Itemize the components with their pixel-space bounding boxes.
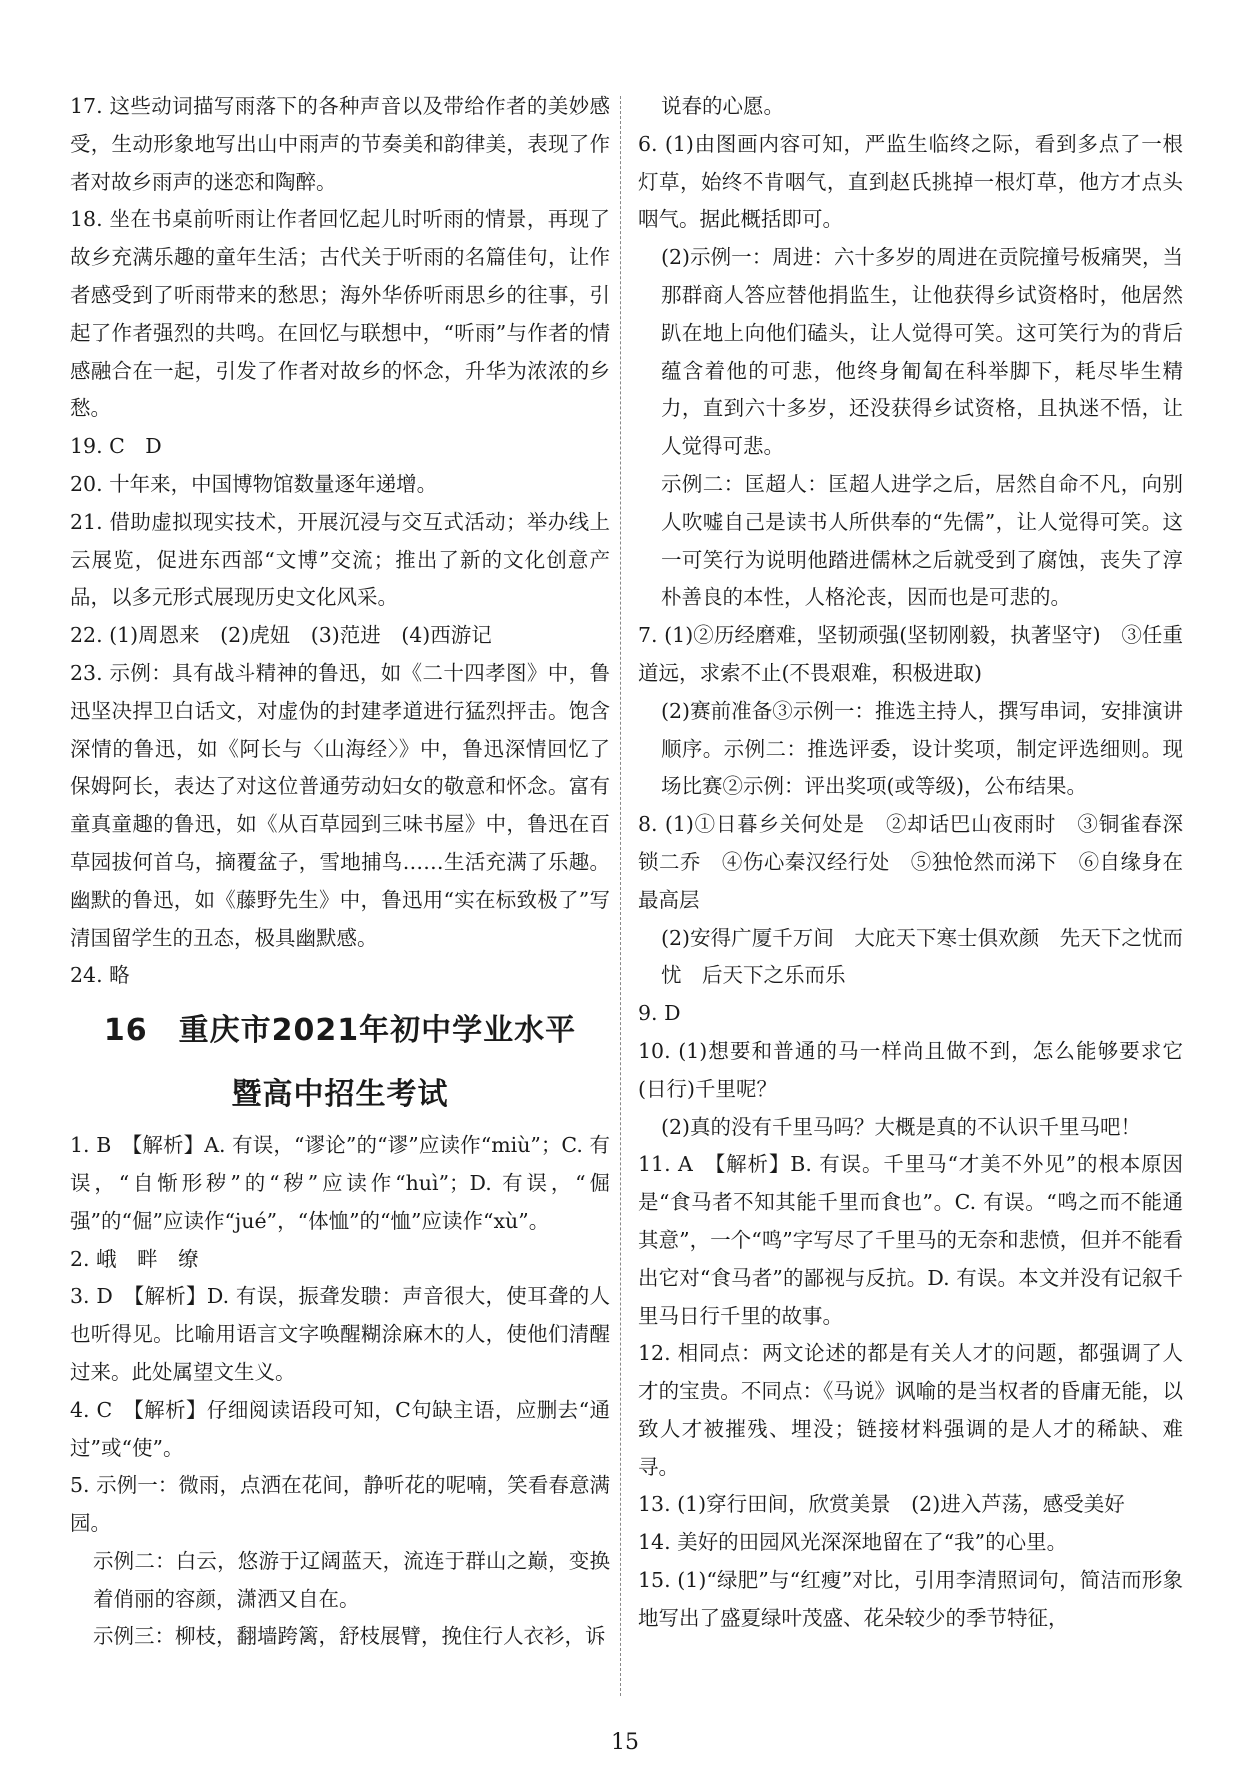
exam-answer-10: 10. (1)想要和普通的马一样尚且做不到，怎么能够要求它(日行)千里呢？ <box>638 1038 1183 1101</box>
exam-answer-10-part2: (2)真的没有千里马吗？大概是真的不认识千里马吧！ <box>661 1114 1142 1139</box>
exam-answer-6-part2: (2)示例一：周进：六十多岁的周进在贡院撞号板痛哭，当那群商人答应替他捐监生，让他获得乡试资格时，他居然趴在地上向他们磕头，让人觉得可笑。这可笑行为的背后蕴含着他的可悲，他终身匍匐在科举脚下，耗尽毕生精力，直到六十多岁，还没获得乡试资格，且执迷不悟，让人觉得可悲。 <box>661 245 1183 459</box>
exam-answer-9: 9. D <box>638 1001 681 1026</box>
exam-answer-7-part2: (2)赛前准备③示例一：推选主持人，撰写串词，安排演讲顺序。示例二：推选评委，设计奖项，制定评选细则。现场比赛②示例：评出奖项(或等级)，公布结果。 <box>661 698 1183 799</box>
exam-answer-4: 4. C 【解析】仔细阅读语段可知，C句缺主语，应删去“通过”或“使”。 <box>70 1397 610 1460</box>
exam-answer-15: 15. (1)“绿肥”与“红瘦”对比，引用李清照词句，简洁而形象地写出了盛夏绿叶茂盛、花朵较少的季节特征， <box>638 1568 1183 1630</box>
section-title-line1: 16 重庆市2021年初中学业水平 <box>103 1013 577 1049</box>
answer-24: 24. 略 <box>70 963 130 988</box>
exam-answer-7: 7. (1)②历经磨难，坚韧顽强(坚韧刚毅，执著坚守) ③任重道远，求索不止(不畏艰难，积极进取) <box>638 623 1183 685</box>
right-column <box>638 88 1183 1638</box>
exam-answer-2: 2. 峨 畔 缭 <box>70 1246 199 1271</box>
exam-answer-5-example-2: 示例二：白云，悠游于辽阔蓝天，流连于群山之巅，变换着俏丽的容颜，潇洒又自在。 <box>93 1548 610 1611</box>
answer-18: 18. 坐在书桌前听雨让作者回忆起儿时听雨的情景，再现了故乡充满乐趣的童年生活；古代关于听雨的名篇佳句，让作者感受到了听雨带来的愁思；海外华侨听雨思乡的往事，引起了作者强烈的共鸣。在回忆与联想中，“听雨”与作者的情感融合在一起，引发了作者对故乡的怀念，升华为浓浓的乡愁。 <box>70 207 610 421</box>
exam-answer-3: 3. D 【解析】D. 有误，振聋发聩：声音很大，使耳聋的人也听得见。比喻用语言文字唤醒糊涂麻木的人，使他们清醒过来。此处属望文生义。 <box>70 1284 610 1384</box>
exam-answer-8: 8. (1)①日暮乡关何处是 ②却话巴山夜雨时 ③铜雀春深锁二乔 ④伤心秦汉经行处 ⑤独怆然而涕下 ⑥自缘身在最高层 <box>638 812 1183 912</box>
answer-23: 23. 示例：具有战斗精神的鲁迅，如《二十四孝图》中，鲁迅坚决捍卫白话文，对虚伪的封建孝道进行猛烈抨击。饱含深情的鲁迅，如《阿长与〈山海经〉》中，鲁迅深情回忆了保姆阿长，表达了对这位普通劳动妇女的敬意和怀念。富有童真童趣的鲁迅，如《从百草园到三味书屋》中，鲁迅在百草园拔何首乌，摘覆盆子，雪地捕鸟……生活充满了乐趣。幽默的鲁迅，如《藤野先生》中，鲁迅用“实在标致极了”写清国留学生的丑态，极具幽默感。 <box>70 660 610 950</box>
exam-answer-6-example-2: 示例二：匡超人：匡超人进学之后，居然自命不凡，向别人吹嘘自己是读书人所供奉的“先儒”，让人觉得可笑。这一可笑行为说明他踏进儒林之后就受到了腐蚀，丧失了淳朴善良的本性，人格沦丧，因而也是可悲的。 <box>661 471 1183 610</box>
exam-answer-11: 11. A 【解析】B. 有误。千里马“才美不外见”的根本原因是“食马者不知其能千里而食也”。C. 有误。“鸣之而不能通其意”，一个“鸣”字写尽了千里马的无奈和悲愤，但并不能看出它对“食马者”的鄙视与反抗。D. 有误。本文并没有记叙千里马日行千里的故事。 <box>638 1152 1183 1328</box>
exam-answer-5: 5. 示例一：微雨，点洒在花间，静听花的呢喃，笑看春意满园。 <box>70 1473 610 1536</box>
exam-answer-8-part2: (2)安得广厦千万间 大庇天下寒士俱欢颜 先天下之忧而忧 后天下之乐而乐 <box>661 925 1183 988</box>
exam-answer-14: 14. 美好的田园风光深深地留在了“我”的心里。 <box>638 1530 1068 1555</box>
page-number: 15 <box>611 1730 639 1755</box>
answer-19: 19. C D <box>70 434 162 459</box>
column-divider <box>620 96 621 1696</box>
section-title-line2: 暨高中招生考试 <box>231 1077 449 1113</box>
exam-answer-12: 12. 相同点：两文论述的都是有关人才的问题，都强调了人才的宝贵。不同点：《马说》讽喻的是当权者的昏庸无能，以致人才被摧残、埋没；链接材料强调的是人才的稀缺、难寻。 <box>638 1341 1183 1479</box>
exam-answer-1: 1. B 【解析】A. 有误，“谬论”的“谬”应读作“miù”；C. 有误，“自惭形秽”的“秽”应读作“huì”；D. 有误，“倔强”的“倔”应读作“jué”，“体恤”的“恤”应读作“xù”。 <box>70 1133 610 1233</box>
answer-20: 20. 十年来，中国博物馆数量逐年递增。 <box>70 471 438 496</box>
answer-5-continued: 说春的心愿。 <box>661 94 784 118</box>
exam-answer-5-example-3: 示例三：柳枝，翻墙跨篱，舒枝展臂，挽住行人衣衫，诉 <box>93 1624 606 1649</box>
left-column <box>70 88 610 1656</box>
answer-22: 22. (1)周恩来 (2)虎妞 (3)范进 (4)西游记 <box>70 623 492 648</box>
answer-21: 21. 借助虚拟现实技术，开展沉浸与交互式活动；举办线上云展览，促进东西部“文博”交流；推出了新的文化创意产品，以多元形式展现历史文化风采。 <box>70 509 610 610</box>
exam-answer-13: 13. (1)穿行田间，欣赏美景 (2)进入芦荡，感受美好 <box>638 1492 1125 1517</box>
exam-answer-6: 6. (1)由图画内容可知，严监生临终之际，看到多点了一根灯草，始终不肯咽气，直到赵氏挑掉一根灯草，他方才点头咽气。据此概括即可。 <box>638 131 1183 232</box>
answer-17: 17. 这些动词描写雨落下的各种声音以及带给作者的美妙感受，生动形象地写出山中雨声的节奏美和韵律美，表现了作者对故乡雨声的迷恋和陶醉。 <box>70 94 610 194</box>
